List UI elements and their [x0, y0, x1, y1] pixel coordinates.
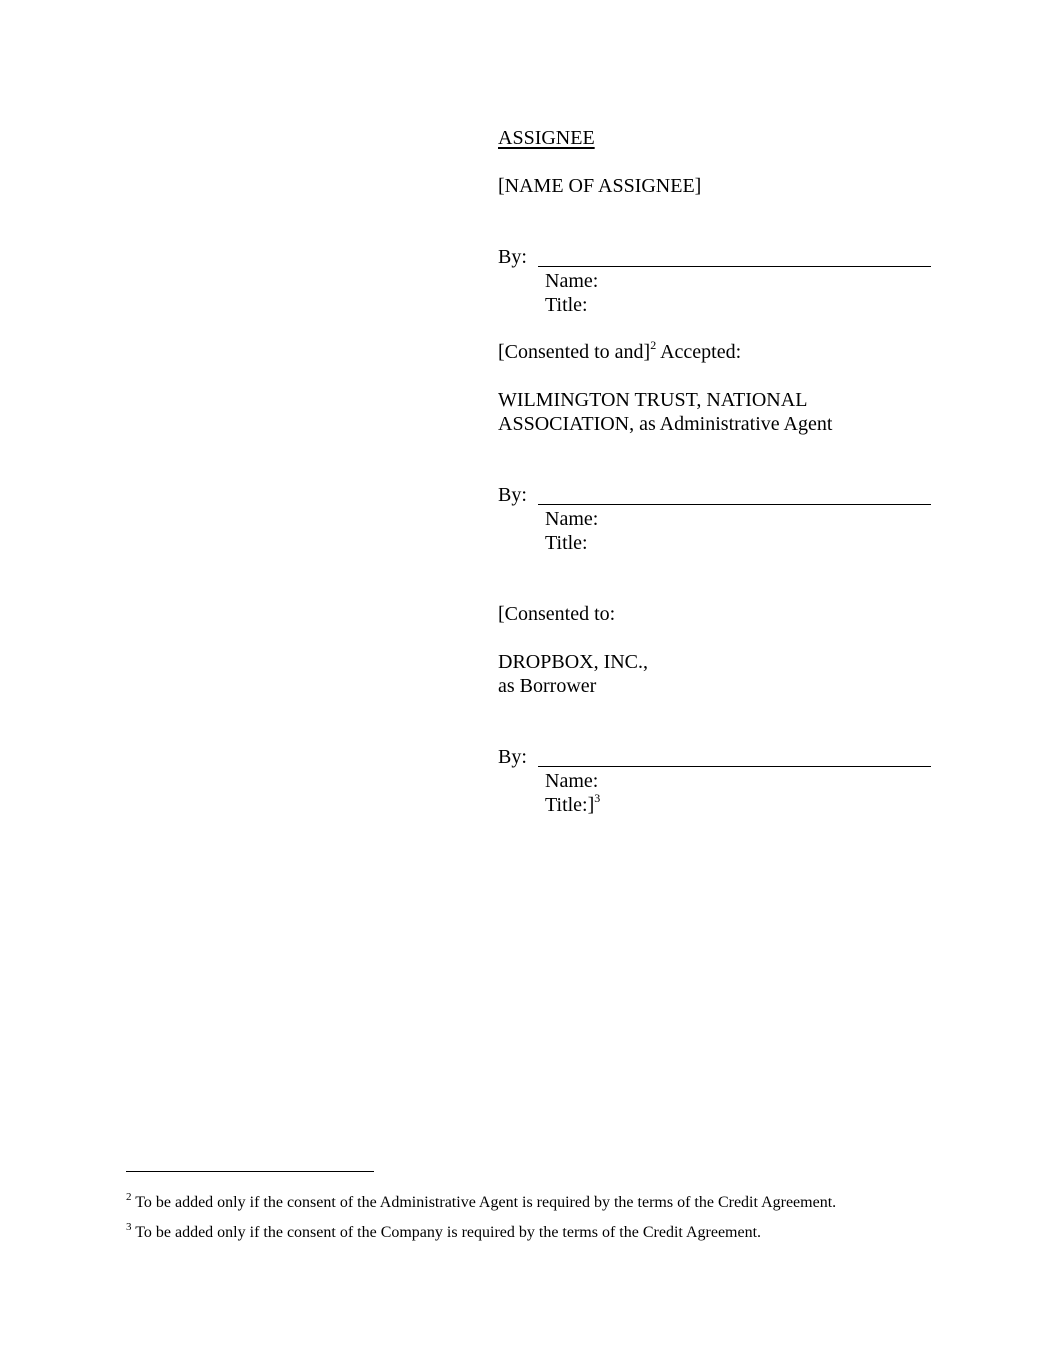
- agent-consent-prefix: [Consented to and]: [498, 341, 651, 363]
- footnote-ref-2: 2: [650, 338, 657, 353]
- footnote-3-text: To be added only if the consent of the Company is required by the terms of the Credit Agreement.: [131, 1224, 762, 1241]
- agent-signature-line: [538, 504, 931, 505]
- borrower-title-label: Title:]: [545, 794, 595, 816]
- footnote-3: [126, 1220, 762, 1243]
- borrower-title-line: [545, 793, 600, 817]
- agent-title-label: Title:: [545, 532, 588, 554]
- borrower-consent-line: [Consented to:: [498, 603, 616, 625]
- agent-name-label: Name:: [545, 508, 599, 530]
- agent-entity-line2: ASSOCIATION, as Administrative Agent: [498, 413, 833, 435]
- agent-by-label: By:: [498, 484, 527, 506]
- footnote-2: [126, 1190, 837, 1213]
- assignee-title-label: Title:: [545, 294, 588, 316]
- borrower-name-label: Name:: [545, 770, 599, 792]
- agent-entity-line1: WILMINGTON TRUST, NATIONAL: [498, 389, 808, 411]
- assignee-heading: ASSIGNEE: [498, 127, 595, 149]
- borrower-entity-line2: as Borrower: [498, 675, 597, 697]
- assignee-name: [NAME OF ASSIGNEE]: [498, 175, 702, 197]
- footnote-ref-3: 3: [594, 791, 601, 806]
- assignee-signature-line: [538, 266, 931, 267]
- agent-consent-suffix: Accepted:: [656, 341, 742, 363]
- borrower-signature-line: [538, 766, 931, 767]
- footnote-2-text: To be added only if the consent of the Administrative Agent is required by the terms of the Credit Agreement.: [131, 1194, 837, 1211]
- borrower-entity-line1: DROPBOX, INC.,: [498, 651, 649, 673]
- assignee-name-label: Name:: [545, 270, 599, 292]
- footnote-2-number: 2: [126, 1190, 132, 1203]
- agent-consent-line: [498, 340, 741, 364]
- assignee-by-label: By:: [498, 246, 527, 268]
- footnote-separator: [126, 1171, 374, 1172]
- borrower-by-label: By:: [498, 746, 527, 768]
- footnote-3-number: 3: [126, 1220, 132, 1233]
